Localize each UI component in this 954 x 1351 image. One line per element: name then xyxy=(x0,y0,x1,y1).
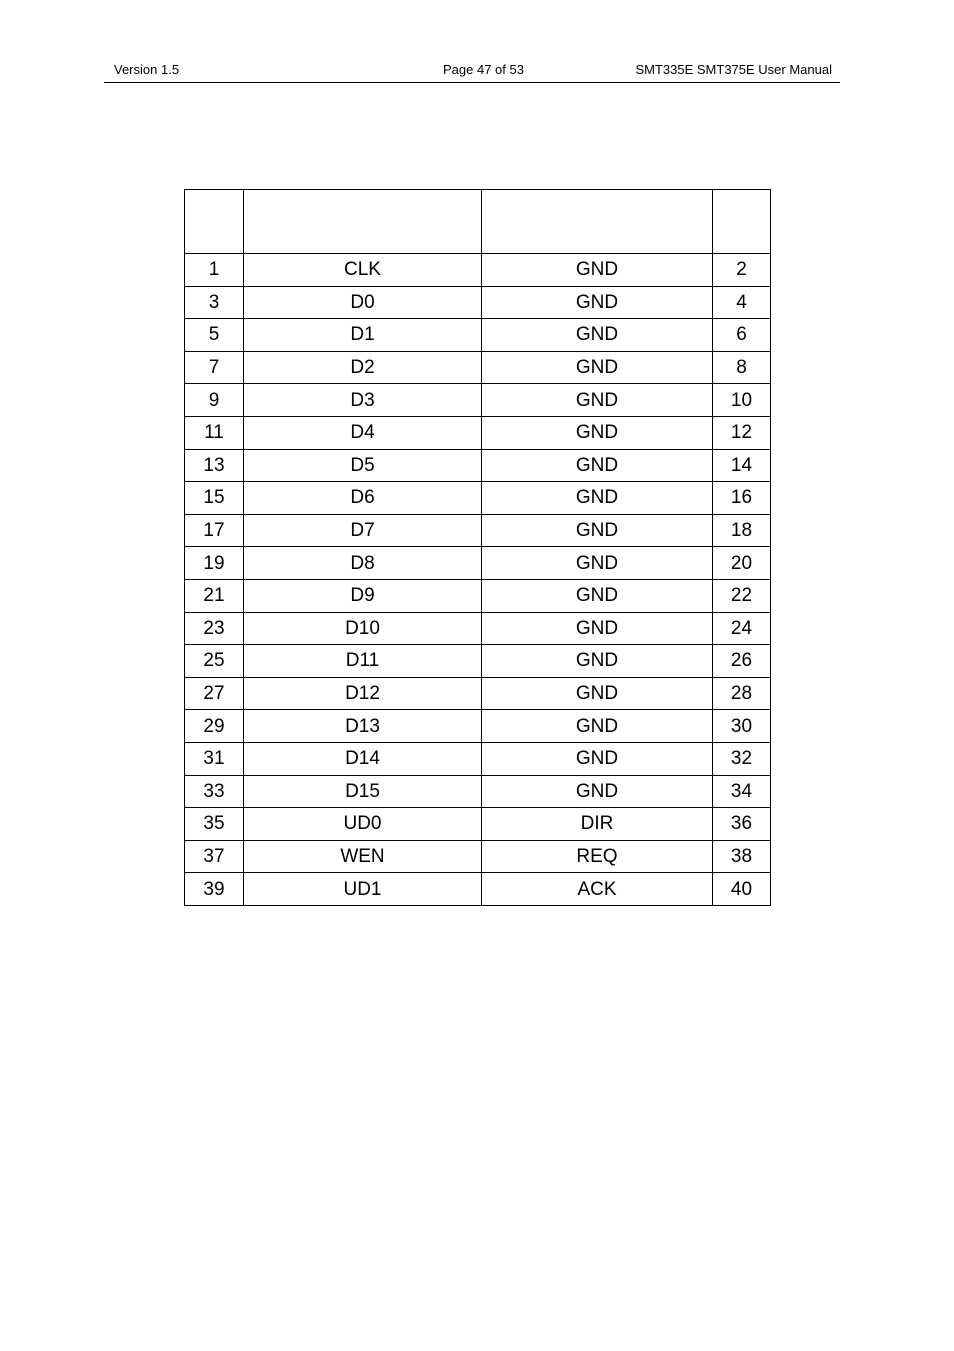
table-row xyxy=(185,449,771,482)
table-cell: D1 xyxy=(244,319,482,352)
table-cell: GND xyxy=(482,254,713,287)
table-cell: GND xyxy=(482,710,713,743)
table-cell: 28 xyxy=(713,677,771,710)
table-cell: D14 xyxy=(244,742,482,775)
table-cell: 25 xyxy=(185,645,244,678)
table-cell: GND xyxy=(482,384,713,417)
table-cell: GND xyxy=(482,612,713,645)
table-cell: 1 xyxy=(185,254,244,287)
table-cell: GND xyxy=(482,742,713,775)
table-cell: 9 xyxy=(185,384,244,417)
table-cell: 13 xyxy=(185,449,244,482)
table-cell: 31 xyxy=(185,742,244,775)
table-row xyxy=(185,384,771,417)
header-cell xyxy=(244,190,482,254)
table-cell: GND xyxy=(482,514,713,547)
table-cell: GND xyxy=(482,645,713,678)
table-cell: 14 xyxy=(713,449,771,482)
table-cell: GND xyxy=(482,677,713,710)
table-cell: D5 xyxy=(244,449,482,482)
table-row xyxy=(185,254,771,287)
table-cell: GND xyxy=(482,416,713,449)
table-cell: 27 xyxy=(185,677,244,710)
table-cell: GND xyxy=(482,449,713,482)
table-cell: 26 xyxy=(713,645,771,678)
table-cell: 37 xyxy=(185,840,244,873)
table-header-row xyxy=(185,190,771,254)
page-header xyxy=(104,60,840,83)
table-cell: GND xyxy=(482,351,713,384)
table-cell: 21 xyxy=(185,579,244,612)
table-cell: GND xyxy=(482,319,713,352)
table-row xyxy=(185,416,771,449)
table-row xyxy=(185,775,771,808)
table-cell: 30 xyxy=(713,710,771,743)
table-cell: D4 xyxy=(244,416,482,449)
table-cell: 11 xyxy=(185,416,244,449)
header-cell xyxy=(185,190,244,254)
table-cell: 3 xyxy=(185,286,244,319)
table-cell: 40 xyxy=(713,873,771,906)
table-cell: 15 xyxy=(185,482,244,515)
header-cell xyxy=(713,190,771,254)
table-row xyxy=(185,319,771,352)
table-cell: D10 xyxy=(244,612,482,645)
table-cell: ACK xyxy=(482,873,713,906)
table-cell: GND xyxy=(482,775,713,808)
table-cell: 8 xyxy=(713,351,771,384)
table-cell: 22 xyxy=(713,579,771,612)
table-cell: D12 xyxy=(244,677,482,710)
table-cell: D15 xyxy=(244,775,482,808)
table-cell: 17 xyxy=(185,514,244,547)
table-cell: 19 xyxy=(185,547,244,580)
table-row xyxy=(185,286,771,319)
table-cell: 18 xyxy=(713,514,771,547)
table-row xyxy=(185,547,771,580)
page-number: Page 47 of 53 xyxy=(443,62,524,77)
table-cell: D9 xyxy=(244,579,482,612)
table-row xyxy=(185,645,771,678)
table-cell: 32 xyxy=(713,742,771,775)
table-cell: 33 xyxy=(185,775,244,808)
table-cell: 39 xyxy=(185,873,244,906)
table-cell: D2 xyxy=(244,351,482,384)
table-cell: 29 xyxy=(185,710,244,743)
table-cell: 7 xyxy=(185,351,244,384)
table-row xyxy=(185,677,771,710)
document-title: SMT335E SMT375E User Manual xyxy=(635,62,832,77)
table-cell: 5 xyxy=(185,319,244,352)
table-cell: 2 xyxy=(713,254,771,287)
table-row xyxy=(185,351,771,384)
table-cell: DIR xyxy=(482,808,713,841)
table-cell: UD0 xyxy=(244,808,482,841)
table-cell: D3 xyxy=(244,384,482,417)
table-cell: 6 xyxy=(713,319,771,352)
table-cell: D6 xyxy=(244,482,482,515)
table-cell: GND xyxy=(482,547,713,580)
table-row xyxy=(185,840,771,873)
table-cell: D11 xyxy=(244,645,482,678)
table-cell: 38 xyxy=(713,840,771,873)
table-row xyxy=(185,579,771,612)
table-cell: 12 xyxy=(713,416,771,449)
table-cell: 10 xyxy=(713,384,771,417)
table-cell: GND xyxy=(482,482,713,515)
table-cell: GND xyxy=(482,286,713,319)
table-row xyxy=(185,808,771,841)
table-cell: D13 xyxy=(244,710,482,743)
table-cell: GND xyxy=(482,579,713,612)
table-cell: 4 xyxy=(713,286,771,319)
table-row xyxy=(185,742,771,775)
table-cell: 20 xyxy=(713,547,771,580)
table-row xyxy=(185,482,771,515)
pin-table xyxy=(184,189,771,906)
header-cell xyxy=(482,190,713,254)
table-cell: 24 xyxy=(713,612,771,645)
pin-table-body xyxy=(185,190,771,906)
table-row xyxy=(185,612,771,645)
table-row xyxy=(185,710,771,743)
version-label: Version 1.5 xyxy=(114,62,180,77)
table-cell: D7 xyxy=(244,514,482,547)
table-cell: 34 xyxy=(713,775,771,808)
table-cell: WEN xyxy=(244,840,482,873)
table-cell: 23 xyxy=(185,612,244,645)
table-cell: 35 xyxy=(185,808,244,841)
table-row xyxy=(185,514,771,547)
table-cell: UD1 xyxy=(244,873,482,906)
table-cell: 16 xyxy=(713,482,771,515)
table-row xyxy=(185,873,771,906)
table-cell: 36 xyxy=(713,808,771,841)
table-cell: D0 xyxy=(244,286,482,319)
table-cell: D8 xyxy=(244,547,482,580)
table-cell: CLK xyxy=(244,254,482,287)
table-cell: REQ xyxy=(482,840,713,873)
